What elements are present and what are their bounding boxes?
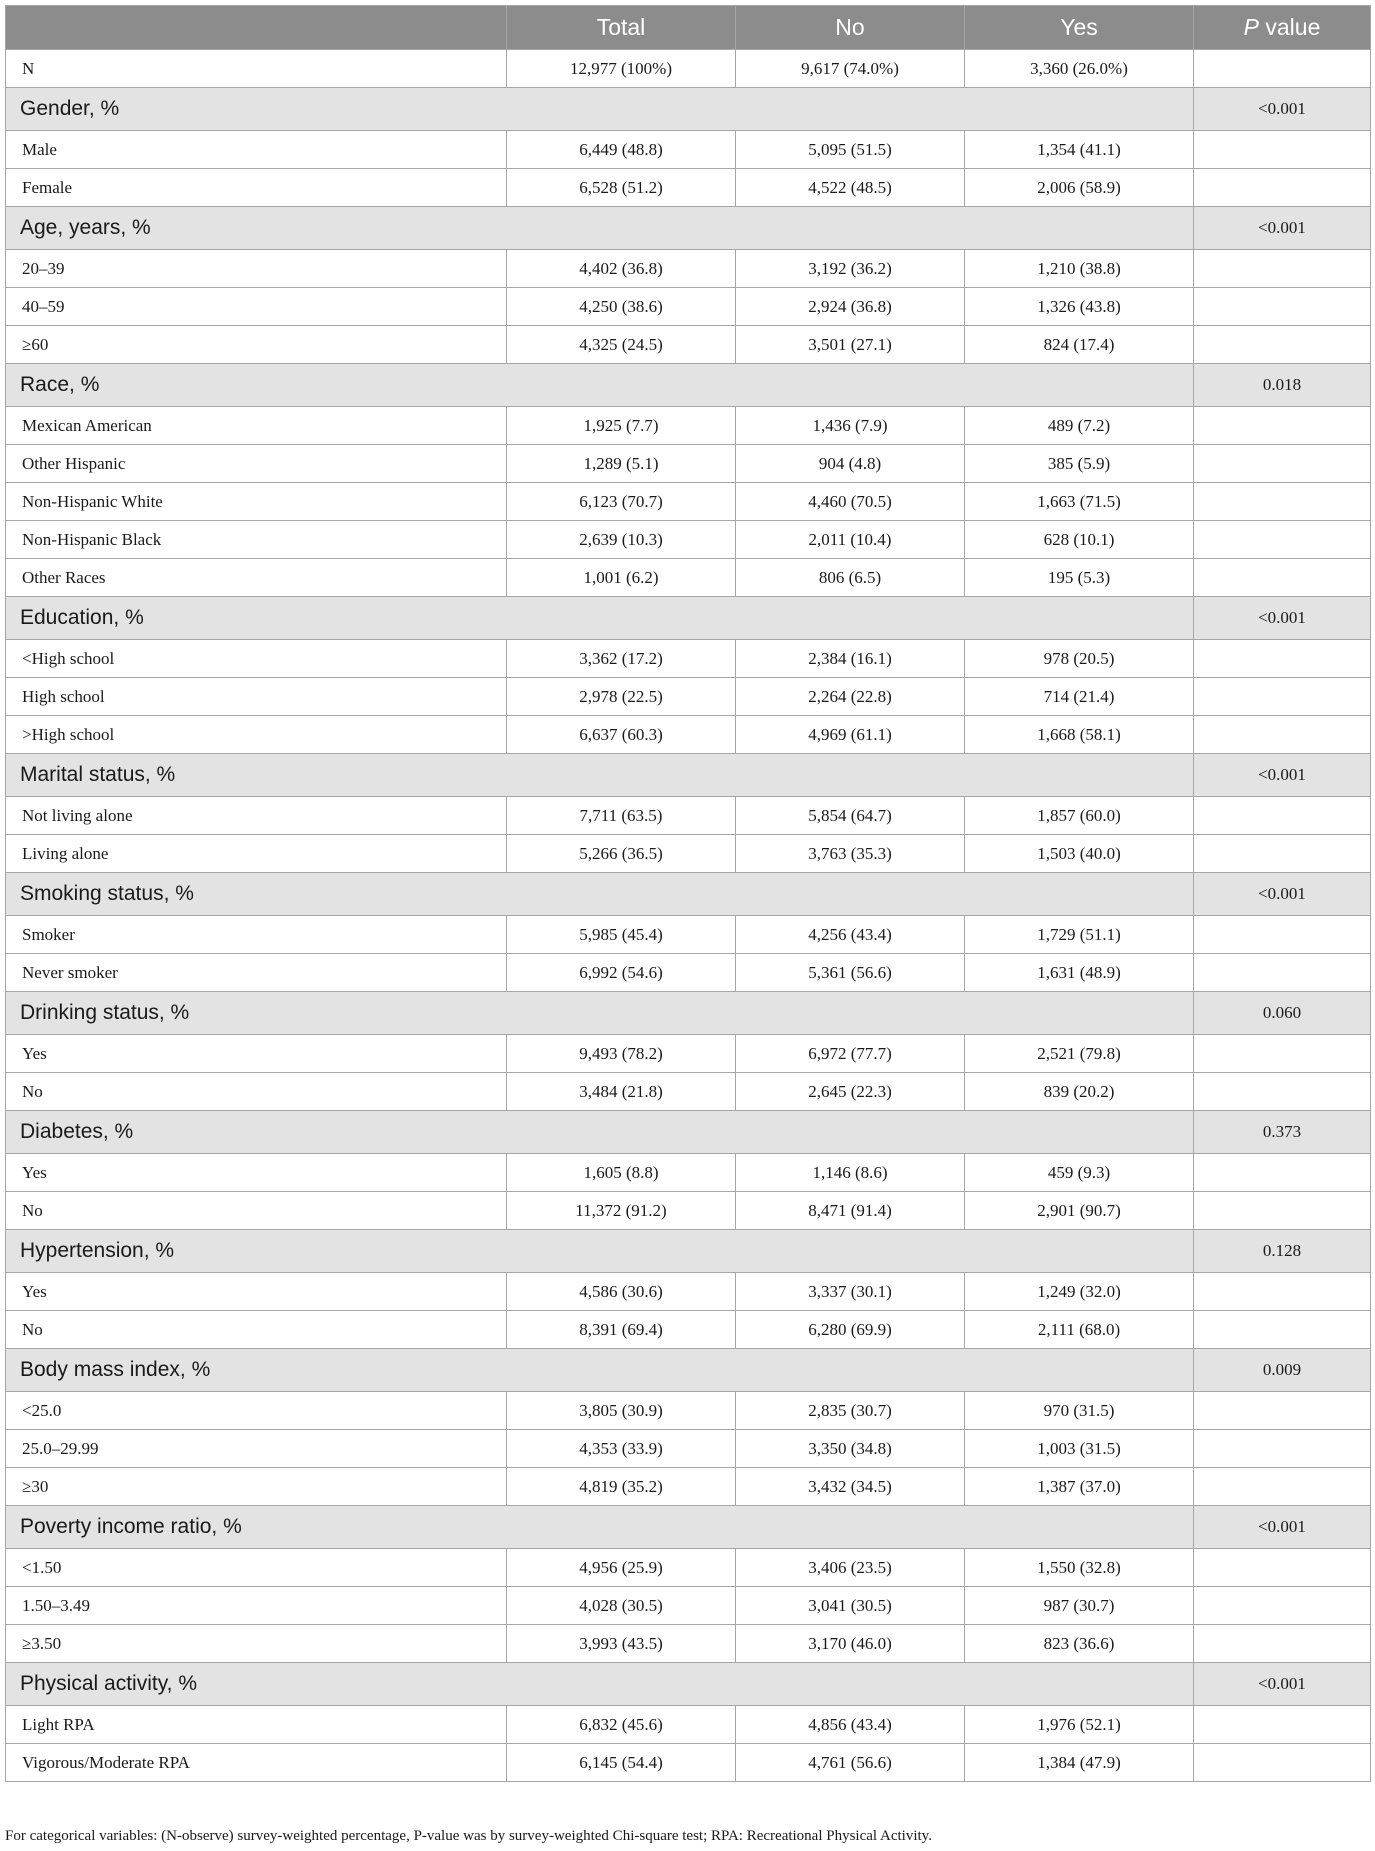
p-value-cell (1194, 1073, 1371, 1111)
header-p-rest: value (1258, 14, 1321, 40)
no-cell: 3,337 (30.1) (736, 1273, 965, 1311)
row-label: No (6, 1192, 507, 1230)
p-value-cell (1194, 445, 1371, 483)
p-value-cell (1194, 916, 1371, 954)
row-label: No (6, 1073, 507, 1111)
yes-cell: 1,668 (58.1) (965, 716, 1194, 754)
table-row (6, 1192, 1371, 1230)
no-cell: 3,501 (27.1) (736, 326, 965, 364)
total-cell: 7,711 (63.5) (507, 797, 736, 835)
total-cell: 4,325 (24.5) (507, 326, 736, 364)
group-header-row (6, 992, 1371, 1035)
group-label: Body mass index, % (6, 1349, 1194, 1392)
yes-cell: 1,631 (48.9) (965, 954, 1194, 992)
no-cell: 4,256 (43.4) (736, 916, 965, 954)
no-cell: 5,854 (64.7) (736, 797, 965, 835)
p-value-cell (1194, 131, 1371, 169)
row-label: 20–39 (6, 250, 507, 288)
no-cell: 2,924 (36.8) (736, 288, 965, 326)
p-value-cell: 0.060 (1194, 992, 1371, 1035)
p-value-cell: <0.001 (1194, 597, 1371, 640)
row-label: Yes (6, 1273, 507, 1311)
table-row (6, 1587, 1371, 1625)
total-cell: 1,605 (8.8) (507, 1154, 736, 1192)
p-value-cell (1194, 483, 1371, 521)
table-container (5, 5, 1370, 1782)
no-cell: 8,471 (91.4) (736, 1192, 965, 1230)
p-value-cell: 0.018 (1194, 364, 1371, 407)
p-value-cell: <0.001 (1194, 88, 1371, 131)
yes-cell: 1,249 (32.0) (965, 1273, 1194, 1311)
row-label: 1.50–3.49 (6, 1587, 507, 1625)
table-row (6, 326, 1371, 364)
p-value-cell (1194, 1311, 1371, 1349)
row-label: Smoker (6, 916, 507, 954)
total-cell: 6,992 (54.6) (507, 954, 736, 992)
group-header-row (6, 88, 1371, 131)
row-label: No (6, 1311, 507, 1349)
p-value-cell (1194, 716, 1371, 754)
no-cell: 6,280 (69.9) (736, 1311, 965, 1349)
total-cell: 2,978 (22.5) (507, 678, 736, 716)
table-row (6, 1392, 1371, 1430)
no-cell: 3,432 (34.5) (736, 1468, 965, 1506)
no-cell: 4,856 (43.4) (736, 1706, 965, 1744)
row-label: Yes (6, 1035, 507, 1073)
p-value-cell (1194, 835, 1371, 873)
group-label: Physical activity, % (6, 1663, 1194, 1706)
no-cell: 1,146 (8.6) (736, 1154, 965, 1192)
no-cell: 2,264 (22.8) (736, 678, 965, 716)
p-value-cell (1194, 1625, 1371, 1663)
row-label: <High school (6, 640, 507, 678)
yes-cell: 489 (7.2) (965, 407, 1194, 445)
total-cell: 6,832 (45.6) (507, 1706, 736, 1744)
table-row (6, 1273, 1371, 1311)
p-value-cell (1194, 559, 1371, 597)
no-cell: 5,095 (51.5) (736, 131, 965, 169)
row-label: <25.0 (6, 1392, 507, 1430)
row-label: ≥3.50 (6, 1625, 507, 1663)
group-header-row (6, 1663, 1371, 1706)
table-row (6, 1468, 1371, 1506)
no-cell: 2,011 (10.4) (736, 521, 965, 559)
table-row (6, 835, 1371, 873)
row-label: Other Races (6, 559, 507, 597)
row-label: High school (6, 678, 507, 716)
row-label: <1.50 (6, 1549, 507, 1587)
total-cell: 4,028 (30.5) (507, 1587, 736, 1625)
p-value-cell (1194, 1035, 1371, 1073)
row-label: Mexican American (6, 407, 507, 445)
total-cell: 4,819 (35.2) (507, 1468, 736, 1506)
table-header-row (6, 6, 1371, 50)
group-label: Race, % (6, 364, 1194, 407)
total-cell: 3,805 (30.9) (507, 1392, 736, 1430)
group-header-row (6, 1111, 1371, 1154)
p-value-cell (1194, 1154, 1371, 1192)
group-header-row (6, 873, 1371, 916)
total-cell: 9,493 (78.2) (507, 1035, 736, 1073)
total-cell: 4,586 (30.6) (507, 1273, 736, 1311)
yes-cell: 1,976 (52.1) (965, 1706, 1194, 1744)
table-row (6, 483, 1371, 521)
p-value-cell (1194, 1273, 1371, 1311)
total-cell: 12,977 (100%) (507, 50, 736, 88)
yes-cell: 987 (30.7) (965, 1587, 1194, 1625)
table-row (6, 1154, 1371, 1192)
yes-cell: 2,521 (79.8) (965, 1035, 1194, 1073)
p-value-cell (1194, 407, 1371, 445)
yes-cell: 2,006 (58.9) (965, 169, 1194, 207)
no-cell: 4,969 (61.1) (736, 716, 965, 754)
row-label: 25.0–29.99 (6, 1430, 507, 1468)
table-row (6, 1744, 1371, 1782)
p-value-cell: 0.009 (1194, 1349, 1371, 1392)
row-label: Male (6, 131, 507, 169)
p-value-cell (1194, 1744, 1371, 1782)
total-cell: 6,449 (48.8) (507, 131, 736, 169)
p-value-cell (1194, 1468, 1371, 1506)
no-cell: 4,761 (56.6) (736, 1744, 965, 1782)
table-row (6, 1625, 1371, 1663)
no-cell: 9,617 (74.0%) (736, 50, 965, 88)
p-value-cell (1194, 1430, 1371, 1468)
baseline-characteristics-table (5, 5, 1371, 1782)
no-cell: 3,041 (30.5) (736, 1587, 965, 1625)
total-cell: 6,528 (51.2) (507, 169, 736, 207)
total-cell: 8,391 (69.4) (507, 1311, 736, 1349)
p-value-cell (1194, 521, 1371, 559)
table-row (6, 559, 1371, 597)
group-label: Poverty income ratio, % (6, 1506, 1194, 1549)
group-label: Drinking status, % (6, 992, 1194, 1035)
row-label: Yes (6, 1154, 507, 1192)
p-value-cell: <0.001 (1194, 1663, 1371, 1706)
yes-cell: 1,384 (47.9) (965, 1744, 1194, 1782)
yes-cell: 385 (5.9) (965, 445, 1194, 483)
total-cell: 6,637 (60.3) (507, 716, 736, 754)
yes-cell: 3,360 (26.0%) (965, 50, 1194, 88)
no-cell: 5,361 (56.6) (736, 954, 965, 992)
yes-cell: 1,326 (43.8) (965, 288, 1194, 326)
yes-cell: 714 (21.4) (965, 678, 1194, 716)
table-row (6, 954, 1371, 992)
p-value-cell (1194, 50, 1371, 88)
yes-cell: 1,003 (31.5) (965, 1430, 1194, 1468)
group-header-row (6, 207, 1371, 250)
no-cell: 3,170 (46.0) (736, 1625, 965, 1663)
p-value-cell (1194, 1192, 1371, 1230)
total-cell: 6,123 (70.7) (507, 483, 736, 521)
table-body (6, 50, 1371, 1782)
p-value-cell (1194, 954, 1371, 992)
row-label: 40–59 (6, 288, 507, 326)
yes-cell: 839 (20.2) (965, 1073, 1194, 1111)
row-label: Never smoker (6, 954, 507, 992)
table-footnote: For categorical variables: (N-observe) survey-weighted percentage, P-value was by survey-weighted Chi-square test; RPA: Recreational Physical Activity. (5, 1828, 932, 1844)
row-label: Female (6, 169, 507, 207)
table-row (6, 1706, 1371, 1744)
no-cell: 1,436 (7.9) (736, 407, 965, 445)
total-cell: 5,985 (45.4) (507, 916, 736, 954)
total-cell: 11,372 (91.2) (507, 1192, 736, 1230)
no-cell: 3,763 (35.3) (736, 835, 965, 873)
row-label: >High school (6, 716, 507, 754)
table-row (6, 169, 1371, 207)
yes-cell: 2,901 (90.7) (965, 1192, 1194, 1230)
table-row (6, 407, 1371, 445)
no-cell: 3,192 (36.2) (736, 250, 965, 288)
total-cell: 4,402 (36.8) (507, 250, 736, 288)
row-label: Non-Hispanic White (6, 483, 507, 521)
table-row (6, 716, 1371, 754)
yes-cell: 195 (5.3) (965, 559, 1194, 597)
table-row (6, 1549, 1371, 1587)
row-label: Light RPA (6, 1706, 507, 1744)
yes-cell: 823 (36.6) (965, 1625, 1194, 1663)
table-row (6, 1430, 1371, 1468)
no-cell: 806 (6.5) (736, 559, 965, 597)
p-value-cell: 0.128 (1194, 1230, 1371, 1273)
table-row (6, 1311, 1371, 1349)
p-value-cell: <0.001 (1194, 207, 1371, 250)
row-label: Living alone (6, 835, 507, 873)
p-value-cell: <0.001 (1194, 1506, 1371, 1549)
p-value-cell (1194, 288, 1371, 326)
yes-cell: 459 (9.3) (965, 1154, 1194, 1192)
total-cell: 1,289 (5.1) (507, 445, 736, 483)
table-row (6, 50, 1371, 88)
group-header-row (6, 754, 1371, 797)
group-header-row (6, 364, 1371, 407)
yes-cell: 1,857 (60.0) (965, 797, 1194, 835)
no-cell: 4,460 (70.5) (736, 483, 965, 521)
no-cell: 904 (4.8) (736, 445, 965, 483)
p-value-cell (1194, 1392, 1371, 1430)
yes-cell: 1,387 (37.0) (965, 1468, 1194, 1506)
yes-cell: 1,503 (40.0) (965, 835, 1194, 873)
total-cell: 3,484 (21.8) (507, 1073, 736, 1111)
p-value-cell (1194, 640, 1371, 678)
group-label: Marital status, % (6, 754, 1194, 797)
header-total: Total (507, 6, 736, 50)
p-value-cell (1194, 169, 1371, 207)
yes-cell: 1,550 (32.8) (965, 1549, 1194, 1587)
p-value-cell (1194, 250, 1371, 288)
group-label: Smoking status, % (6, 873, 1194, 916)
header-p-italic: P (1243, 14, 1259, 40)
total-cell: 1,001 (6.2) (507, 559, 736, 597)
p-value-cell: <0.001 (1194, 873, 1371, 916)
yes-cell: 970 (31.5) (965, 1392, 1194, 1430)
no-cell: 3,350 (34.8) (736, 1430, 965, 1468)
group-header-row (6, 1230, 1371, 1273)
p-value-cell: 0.373 (1194, 1111, 1371, 1154)
table-row (6, 250, 1371, 288)
total-cell: 1,925 (7.7) (507, 407, 736, 445)
total-cell: 6,145 (54.4) (507, 1744, 736, 1782)
no-cell: 2,384 (16.1) (736, 640, 965, 678)
yes-cell: 1,210 (38.8) (965, 250, 1194, 288)
p-value-cell (1194, 678, 1371, 716)
p-value-cell (1194, 797, 1371, 835)
row-label: Not living alone (6, 797, 507, 835)
p-value-cell: <0.001 (1194, 754, 1371, 797)
group-header-row (6, 1349, 1371, 1392)
table-row (6, 640, 1371, 678)
table-row (6, 678, 1371, 716)
total-cell: 4,250 (38.6) (507, 288, 736, 326)
row-label: N (6, 50, 507, 88)
no-cell: 4,522 (48.5) (736, 169, 965, 207)
row-label: ≥30 (6, 1468, 507, 1506)
p-value-cell (1194, 326, 1371, 364)
total-cell: 3,993 (43.5) (507, 1625, 736, 1663)
row-label: Non-Hispanic Black (6, 521, 507, 559)
no-cell: 3,406 (23.5) (736, 1549, 965, 1587)
group-header-row (6, 1506, 1371, 1549)
no-cell: 6,972 (77.7) (736, 1035, 965, 1073)
group-label: Hypertension, % (6, 1230, 1194, 1273)
p-value-cell (1194, 1587, 1371, 1625)
no-cell: 2,835 (30.7) (736, 1392, 965, 1430)
header-variable (6, 6, 507, 50)
table-row (6, 1035, 1371, 1073)
total-cell: 4,956 (25.9) (507, 1549, 736, 1587)
table-row (6, 521, 1371, 559)
total-cell: 2,639 (10.3) (507, 521, 736, 559)
header-no: No (736, 6, 965, 50)
header-yes: Yes (965, 6, 1194, 50)
table-row (6, 288, 1371, 326)
table-row (6, 797, 1371, 835)
yes-cell: 1,354 (41.1) (965, 131, 1194, 169)
table-row (6, 1073, 1371, 1111)
row-label: Other Hispanic (6, 445, 507, 483)
total-cell: 4,353 (33.9) (507, 1430, 736, 1468)
group-label: Age, years, % (6, 207, 1194, 250)
yes-cell: 1,663 (71.5) (965, 483, 1194, 521)
p-value-cell (1194, 1706, 1371, 1744)
group-label: Gender, % (6, 88, 1194, 131)
total-cell: 5,266 (36.5) (507, 835, 736, 873)
p-value-cell (1194, 1549, 1371, 1587)
group-label: Diabetes, % (6, 1111, 1194, 1154)
yes-cell: 628 (10.1) (965, 521, 1194, 559)
header-p-value (1194, 6, 1371, 50)
yes-cell: 978 (20.5) (965, 640, 1194, 678)
yes-cell: 1,729 (51.1) (965, 916, 1194, 954)
table-row (6, 131, 1371, 169)
row-label: Vigorous/Moderate RPA (6, 1744, 507, 1782)
yes-cell: 824 (17.4) (965, 326, 1194, 364)
row-label: ≥60 (6, 326, 507, 364)
yes-cell: 2,111 (68.0) (965, 1311, 1194, 1349)
no-cell: 2,645 (22.3) (736, 1073, 965, 1111)
total-cell: 3,362 (17.2) (507, 640, 736, 678)
table-row (6, 916, 1371, 954)
group-header-row (6, 597, 1371, 640)
group-label: Education, % (6, 597, 1194, 640)
table-row (6, 445, 1371, 483)
